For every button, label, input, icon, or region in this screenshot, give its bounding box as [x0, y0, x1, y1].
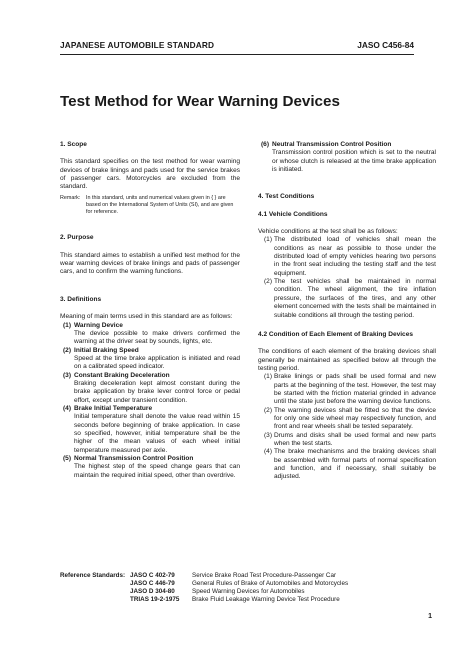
remark: [60, 195, 240, 216]
definition-item: (6) Neutral Transmission Control Position Transmission control position which is set to the neutral or whose clutch is released at the time brake application is initiated.: [261, 141, 436, 174]
paragraph: Vehicle conditions at the test shall be as follows:: [258, 228, 398, 236]
definition-term: Warning Device: [74, 321, 123, 329]
definition-text: Braking deceleration kept almost constant during the brake application by brake lever control force or pedal effort, except under transient condition.: [74, 379, 240, 404]
condition-item: (2) The test vehicles shall be maintained in normal condition. The wheel alignment, the tire inflation pressure, the surfaces of the tires, and any other element concerned with the tests shall be maintained in suitable conditions all through the testing period.: [264, 278, 436, 319]
remark-label: Remark:: [60, 194, 81, 201]
condition-item: (2) The warning devices shall be fitted so that the device for only one side wheel may respectively function, and front and rear wheels shall be tested separately.: [264, 406, 436, 431]
section-purpose: [60, 234, 240, 276]
definition-item: (3) Constant Braking Deceleration Braking deceleration kept almost constant during the brake application by brake lever control force or pedal effort, except under transient condition.: [63, 371, 240, 404]
reference-code: JASO C 446-79: [130, 580, 175, 588]
paragraph: The conditions of each element of the braking devices shall generally be maintained as specified below all through the testing period.: [258, 348, 436, 372]
section-test-conditions: [258, 193, 436, 319]
definition-term: Normal Transmission Control Position: [74, 455, 194, 462]
condition-item: (3) Drums and disks shall be used formal and new parts when the test starts.: [264, 431, 436, 447]
section-heading: 4. Test Conditions: [258, 193, 315, 201]
definition-text: Initial temperature shall denote the value read within 15 seconds before beginning of brake application. In case so specified, however, initial temperature shall be the higher of the mean values of each wheel initial temperature measured per axle.: [74, 413, 240, 454]
definition-term: Brake Initial Temperature: [74, 404, 153, 412]
reference-label: Reference Standards:: [60, 572, 126, 579]
right-column: [258, 141, 436, 482]
header-publisher: JAPANESE AUTOMOBILE STANDARD: [60, 40, 215, 50]
reference-description: General Rules of Brake of Automobiles and Motorcycles: [192, 580, 349, 588]
reference-code: JASO D 304-80: [130, 588, 175, 596]
definition-item: (4) Brake Initial Temperature Initial temperature shall denote the value read within 15 seconds before beginning of brake application. In case so specified, however, initial temperature shall be the higher of the mean values of each wheel initial temperature measured per axle.: [63, 404, 240, 454]
section-definitions: [60, 296, 240, 480]
subsection-heading: 4.2 Condition of Each Element of Braking Devices: [258, 330, 413, 338]
section-scope: [60, 141, 240, 215]
definition-term: Constant Braking Deceleration: [74, 371, 170, 379]
paragraph: This standard specifies on the test method for wear warning devices of brake linings and pads used for the service brakes of passenger cars. Motorcycles are excluded from the standard.: [60, 158, 240, 191]
definition-item: (2) Initial Braking Speed Speed at the time brake application is initiated and read on a calibrated speed indicator.: [63, 346, 240, 371]
reference-code: TRIAS 19-2-1975: [130, 596, 180, 604]
paragraph: This standard aimes to establish a unified test method for the wear warning devices of brake linings and pads of passenger cars, and to confirm the warning functions.: [60, 251, 240, 276]
condition-item: (1) Brake linings or pads shall be used formal and new parts at the beginning of the test. However, the test may be started with the friction material grinded in advance until the state just before the warning device functions.: [264, 373, 436, 406]
reference-description: Speed Warning Devices for Automobiles: [192, 588, 305, 596]
definition-item: (5) Normal Transmission Control Position The highest step of the speed change gears that can maintain the required initial speed, other than overdrive.: [63, 455, 240, 479]
definition-term: Initial Braking Speed: [74, 346, 139, 354]
reference-description: Service Brake Road Test Procedure-Passenger Car: [192, 572, 337, 579]
left-column: [60, 141, 240, 480]
header-rule: [60, 54, 414, 55]
section-braking-conditions: [258, 331, 436, 482]
page-number: 1: [428, 613, 432, 620]
definition-text: The device possible to make drivers confirmed the warning at the driver seat by sounds, lights, etc.: [74, 329, 240, 346]
definition-text: Transmission control position which is set to the neutral or whose clutch is released at the time brake application is initiated.: [272, 149, 436, 174]
section-heading: 3. Definitions: [60, 295, 102, 303]
header-standard-code: JASO C456-84: [357, 40, 414, 50]
remark-text: In this standard, units and numerical values given in { } are based on the International System of Units (SI), and are given for reference.: [86, 194, 234, 215]
definition-text: The highest step of the speed change gears that can maintain the required initial speed, other than overdrive.: [74, 463, 240, 479]
condition-item: (4) The brake mechanisms and the braking devices shall be assembled with formal parts of normal specification and function, and if necessary, shall suitably be adjusted.: [264, 448, 436, 481]
definition-term: Neutral Transmission Control Position: [272, 141, 392, 148]
section-heading: 1. Scope: [60, 141, 87, 148]
page-header: [60, 40, 414, 52]
section-heading: 2. Purpose: [60, 234, 94, 242]
document-title: Test Method for Wear Warning Devices: [60, 93, 340, 110]
reference-description: Brake Fluid Leakage Warning Device Test Procedure: [192, 596, 340, 604]
definition-item: (1) Warning Device The device possible to make drivers confirmed the warning at the driver seat by sounds, lights, etc.: [63, 321, 240, 346]
condition-item: (1) The distributed load of vehicles shall mean the conditions as near as possible to those under the distributed load of empty vehicles hearing two persons in the front seat including the testing staff and the test equipment.: [264, 236, 436, 277]
definition-text: Speed at the time brake application is initiated and read on a calibrated speed indicator.: [74, 354, 240, 371]
subsection-heading: 4.1 Vehicle Conditions: [258, 210, 328, 218]
paragraph: Meaning of main terms used in this standard are as follows:: [60, 313, 233, 321]
reference-code: JASO C 402-79: [130, 572, 175, 579]
